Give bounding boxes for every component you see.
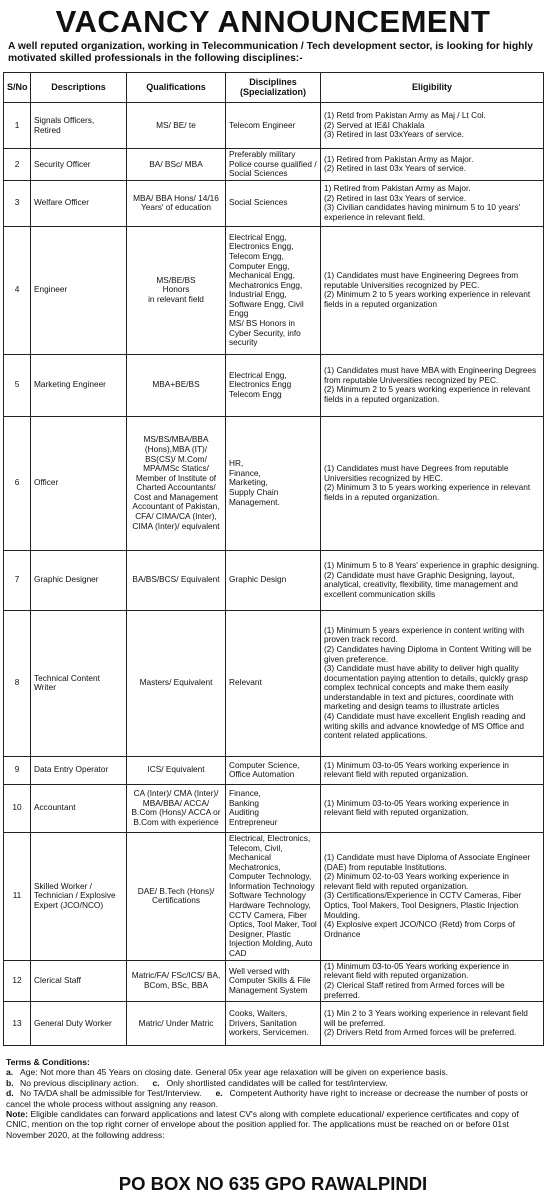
term-d-text: No TA/DA shall be admissible for Test/Interview. (20, 1088, 202, 1099)
row-sno: 11 (4, 832, 31, 960)
row-eligibility: (1) Minimum 03-to-05 Years working experience in relevant field with reputed organization. (321, 756, 544, 784)
table-row (4, 103, 544, 149)
row-sno: 4 (4, 226, 31, 354)
row-description: Welfare Officer (31, 180, 127, 226)
row-description: Clerical Staff (31, 960, 127, 1001)
header-qualifications: Qualifications (127, 73, 226, 103)
row-discipline: Finance, Banking Auditing Entrepreneur (226, 784, 321, 832)
row-description: General Duty Worker (31, 1002, 127, 1046)
row-sno: 13 (4, 1002, 31, 1046)
row-qualification: MBA+BE/BS (127, 354, 226, 416)
table-header-row (4, 73, 544, 103)
row-qualification: MS/BS/MBA/BBA (Hons),MBA (IT)/ BS(CS)/ M.Com/ MPA/MSc Statics/ Member of Institute of Charted Accountants/ Cost and Management Accountant of Pakistan, CFA/ CIMA/CA (Inter), CIMA (Inter)/ equivalent (127, 416, 226, 550)
row-qualification: MBA/ BBA Hons/ 14/16 Years' of education (127, 180, 226, 226)
row-eligibility: (1) Minimum 5 to 8 Years' experience in graphic designing. (2) Candidate must have Graphic Designing, layout, analytical, creativity, flexibility, time management and excellent communication skills (321, 550, 544, 610)
row-discipline: Well versed with Computer Skills & File Management System (226, 960, 321, 1001)
header-disciplines: Disciplines (Specialization) (226, 73, 321, 103)
row-eligibility: (1) Min 2 to 3 Years working experience in relevant field will be preferred. (2) Drivers Retd from Armed forces will be preferred. (321, 1002, 544, 1046)
term-d-letter: d. (6, 1088, 14, 1099)
row-discipline: Electrical, Electronics, Telecom, Civil, Mechanical Mechatronics, Computer Technology, Information Technology Software Technology Hardware Technology, CCTV Camera, Fiber Optics, Tool Maker, Tool Designer, Plastic Injection Molding, Auto CAD (226, 832, 321, 960)
row-discipline: HR, Finance, Marketing, Supply Chain Management. (226, 416, 321, 550)
row-eligibility: (1) Retd from Pakistan Army as Maj / Lt Col. (2) Served at IE&I Chaklala (3) Retired in last 03xYears of service. (321, 103, 544, 149)
term-bc (6, 1078, 542, 1088)
row-qualification: DAE/ B.Tech (Hons)/ Certifications (127, 832, 226, 960)
term-c-text: Only shortlisted candidates will be called for test/interview. (166, 1077, 388, 1088)
table-row (4, 1002, 544, 1046)
table-row (4, 226, 544, 354)
row-description: Data Entry Operator (31, 756, 127, 784)
po-box-address: PO BOX NO 635 GPO RAWALPINDI (118, 1173, 428, 1194)
term-c-letter: c. (152, 1077, 160, 1088)
row-discipline: Graphic Design (226, 550, 321, 610)
row-description: Graphic Designer (31, 550, 127, 610)
row-sno: 7 (4, 550, 31, 610)
term-e-text: Competent Authority have right to increase or decrease the number of posts or cancel the whole process without assigning any reason. (6, 1088, 529, 1109)
row-sno: 10 (4, 784, 31, 832)
table-row (4, 149, 544, 181)
intro-text: A well reputed organization, working in Telecommunication / Tech development sector, is looking for highly motivated skilled professionals in the following disciplines:- (8, 41, 534, 64)
row-sno: 8 (4, 610, 31, 756)
row-discipline: Preferably military Police course qualified / Social Sciences (226, 149, 321, 181)
row-discipline: Relevant (226, 610, 321, 756)
header-descriptions: Descriptions (31, 73, 127, 103)
table-row (4, 354, 544, 416)
row-discipline: Cooks, Waiters, Drivers, Sanitation workers, Servicemen. (226, 1002, 321, 1046)
row-discipline: Social Sciences (226, 180, 321, 226)
table-row (4, 416, 544, 550)
table-row (4, 960, 544, 1001)
row-discipline: Telecom Engineer (226, 103, 321, 149)
row-eligibility: (1) Candidates must have MBA with Engineering Degrees from reputable Universities recognized by PEC. (2) Minimum 2 to 5 years working experience in relevant fields in a reputed organization. (321, 354, 544, 416)
row-sno: 5 (4, 354, 31, 416)
row-eligibility: (1) Candidates must have Engineering Degrees from reputable Universities recognized by PEC. (2) Minimum 2 to 5 years working experience in relevant fields in a reputed organization (321, 226, 544, 354)
row-discipline: Computer Science, Office Automation (226, 756, 321, 784)
header-sno: S/No (4, 73, 31, 103)
term-a (6, 1067, 542, 1077)
term-e-letter: e. (215, 1088, 223, 1099)
row-eligibility: (1) Minimum 5 years experience in content writing with proven track record. (2) Candidates having Diploma in Content Writing will be given preference. (3) Candidate must have ability to deliver high quality documentation paying attention to details, quickly grasp complex technical concepts and make them easily understandable in text and pictures, coordinate with marketing and design teams to illustrate articles (4) Candidate must have excellent English reading and writing skills and advance knowledge of MS Office and content related applications. (321, 610, 544, 756)
note-text: Eligible candidates can forward applications and latest CV's along with complete educational/ experience certificates and copy of CNIC, mention on the top right corner of envelope about the position applied for. The applications must be reached on or before 01st November 2020, at the following address: (6, 1109, 519, 1140)
row-eligibility: (1) Minimum 03-to-05 Years working experience in relevant field with reputed organization. (2) Clerical Staff retired from Armed forces will be preferred. (321, 960, 544, 1001)
note (6, 1109, 542, 1140)
term-b-letter: b. (6, 1077, 14, 1088)
header-eligibility: Eligibility (321, 73, 544, 103)
row-sno: 1 (4, 103, 31, 149)
note-label: Note: (6, 1109, 28, 1120)
term-a-text: Age: Not more than 45 Years on closing date. General 05x year age relaxation will be given on experience basis. (20, 1067, 449, 1078)
row-eligibility: (1) Minimum 03-to-05 Years working experience in relevant field with reputed organization. (321, 784, 544, 832)
table-row (4, 756, 544, 784)
row-description: Marketing Engineer (31, 354, 127, 416)
row-qualification: MS/ BE/ te (127, 103, 226, 149)
row-qualification: BA/BS/BCS/ Equivalent (127, 550, 226, 610)
row-description: Skilled Worker / Technician / Explosive Expert (JCO/NCO) (31, 832, 127, 960)
row-description: Engineer (31, 226, 127, 354)
row-description: Security Officer (31, 149, 127, 181)
row-eligibility: (1) Candidates must have Degrees from reputable Universities recognized by HEC. (2) Minimum 3 to 5 years working experience in relevant fields in a reputed organization. (321, 416, 544, 550)
vacancy-table (3, 72, 544, 1046)
row-sno: 6 (4, 416, 31, 550)
table-row (4, 832, 544, 960)
row-discipline: Electrical Engg, Electronics Engg, Telecom Engg, Computer Engg, Mechanical Engg, Mechatronics Engg, Industrial Engg, Software Engg, Civil Engg MS/ BS Honors in Cyber Security, info security (226, 226, 321, 354)
row-qualification: Matric/FA/ FSc/ICS/ BA, BCom, BSc, BBA (127, 960, 226, 1001)
term-de (6, 1088, 542, 1109)
table-row (4, 550, 544, 610)
row-qualification: BA/ BSc/ MBA (127, 149, 226, 181)
row-sno: 9 (4, 756, 31, 784)
term-b-text: No previous disciplinary action. (20, 1077, 139, 1088)
row-qualification: Matric/ Under Matric (127, 1002, 226, 1046)
page-title: VACANCY ANNOUNCEMENT (55, 4, 491, 39)
row-eligibility: (1) Candidate must have Diploma of Associate Engineer (DAE) from reputable Institutions. (2) Minimum 02-to-03 Years working experience in relevant field with reputed organization. (3) Certifications/Experience in CCTV Cameras, Fiber Optics, Tool Makers, Tool Designers, Plastic Injection Moulding. (4) Explosive expert JCO/NCO (Retd) from Corps of Ordnance (321, 832, 544, 960)
row-qualification: CA (Inter)/ CMA (Inter)/ MBA/BBA/ ACCA/ B.Com (Hons)/ ACCA or B.Com with experience (127, 784, 226, 832)
row-description: Signals Officers, Retired (31, 103, 127, 149)
terms-heading: Terms & Conditions: (6, 1057, 90, 1067)
row-sno: 3 (4, 180, 31, 226)
row-description: Accountant (31, 784, 127, 832)
term-a-letter: a. (6, 1067, 14, 1078)
row-qualification: ICS/ Equivalent (127, 756, 226, 784)
row-qualification: MS/BE/BS Honors in relevant field (127, 226, 226, 354)
row-eligibility: (1) Retired from Pakistan Army as Major. (2) Retired in last 03x Years of service. (321, 149, 544, 181)
row-qualification: Masters/ Equivalent (127, 610, 226, 756)
row-description: Technical Content Writer (31, 610, 127, 756)
table-row (4, 180, 544, 226)
row-sno: 12 (4, 960, 31, 1001)
row-discipline: Electrical Engg, Electronics Engg Telecom Engg (226, 354, 321, 416)
table-row (4, 784, 544, 832)
row-eligibility: 1) Retired from Pakistan Army as Major. (2) Retired in last 03x Years of service. (3) Civilian candidates having minimum 5 to 10 years' experience in relevant field. (321, 180, 544, 226)
terms-and-conditions (6, 1057, 542, 1140)
table-row (4, 610, 544, 756)
row-sno: 2 (4, 149, 31, 181)
row-description: Officer (31, 416, 127, 550)
